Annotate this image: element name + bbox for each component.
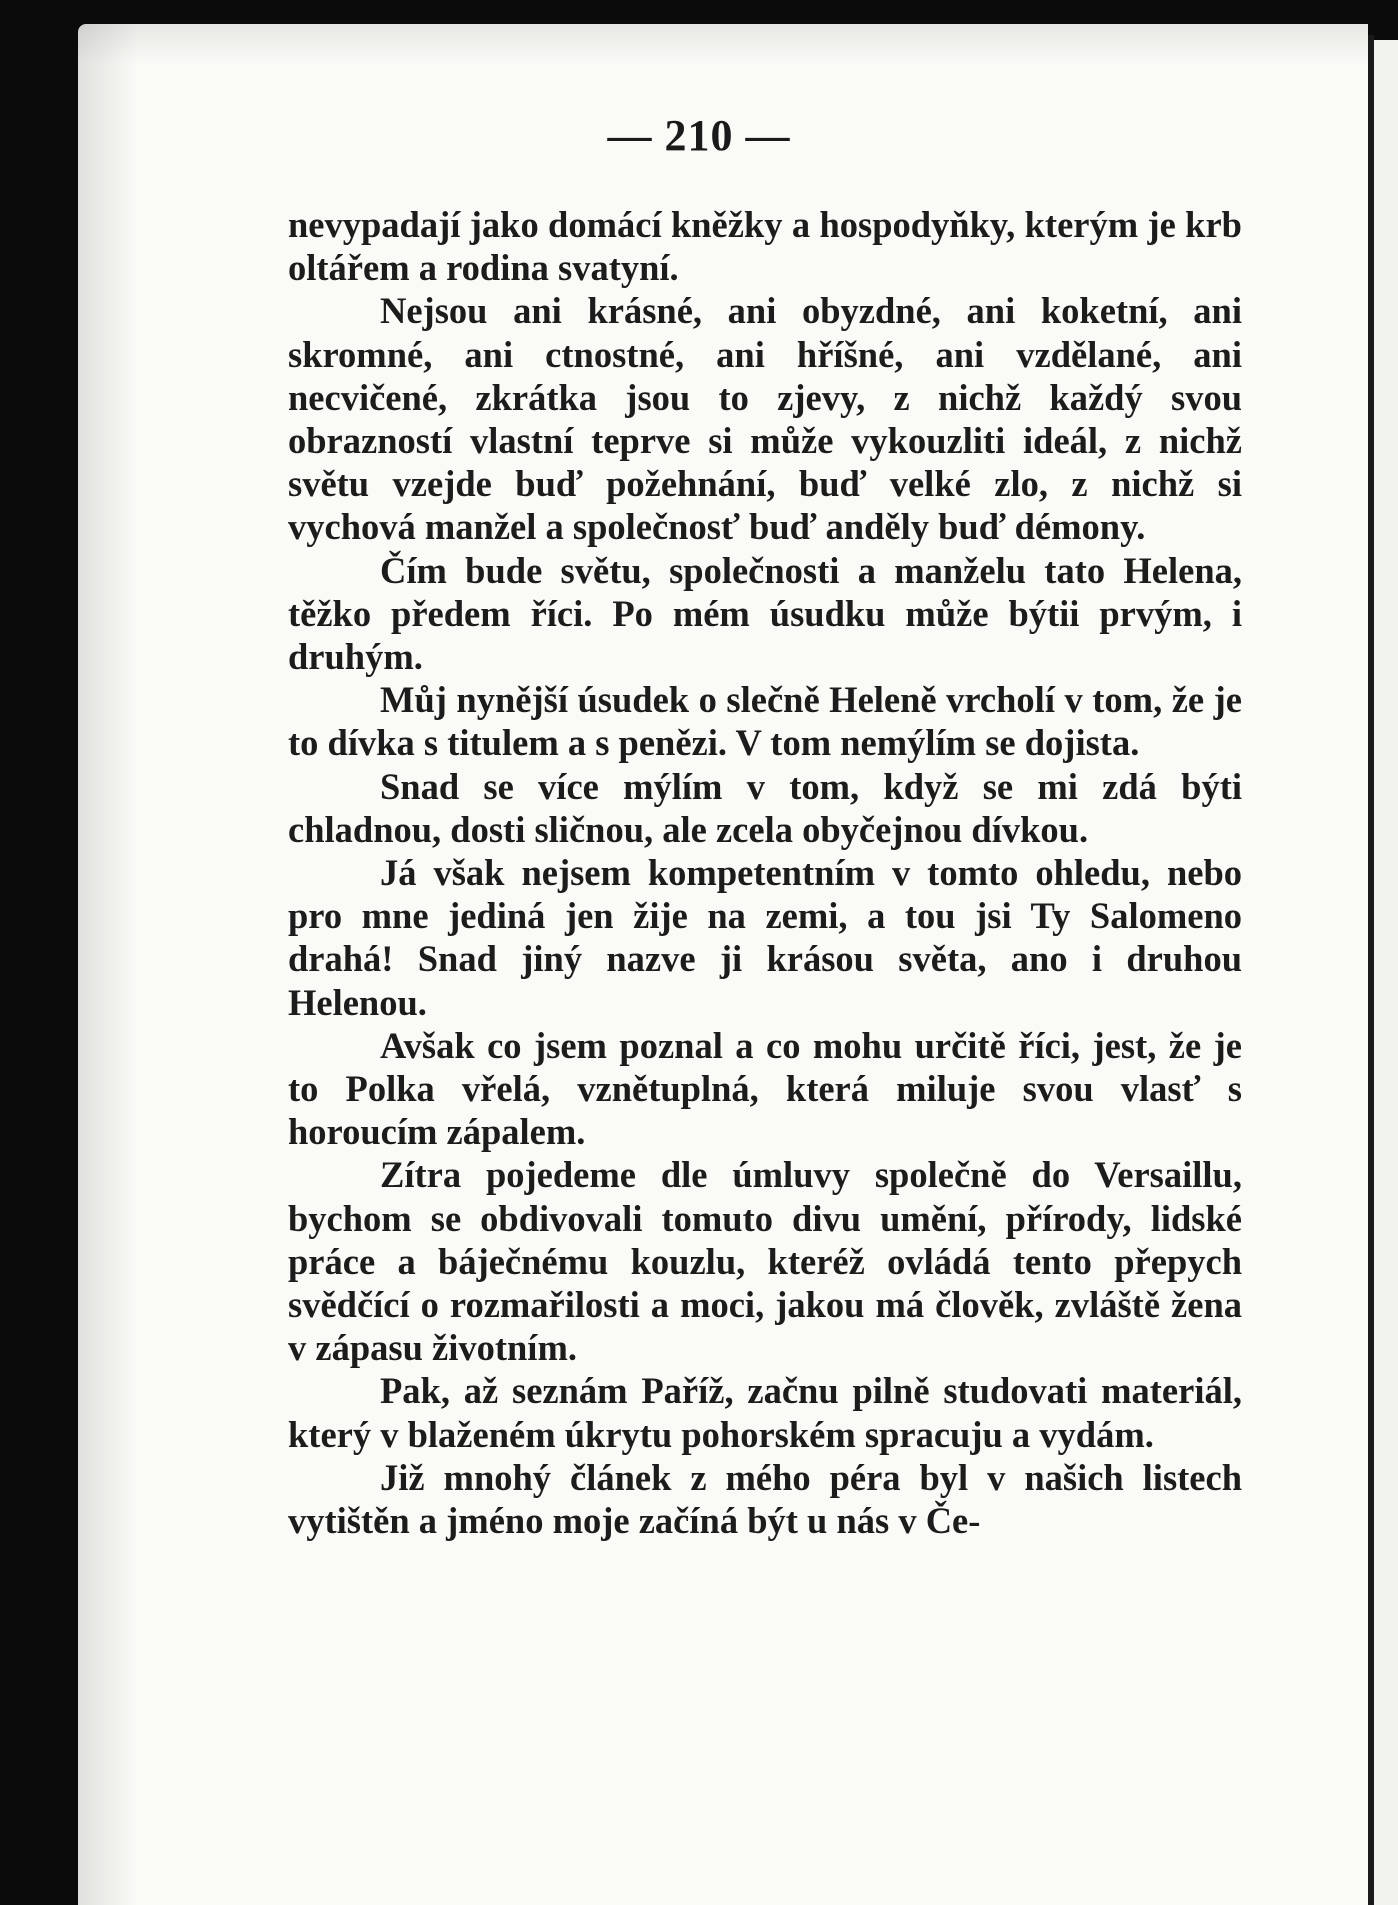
paragraph: Pak, až seznám Paříž, začnu pilně studovati materiál, který v blaženém úkrytu pohorském spracuju a vydám. xyxy=(288,1370,1242,1455)
page-number: — 210 — xyxy=(607,111,791,160)
paragraph: nevypadají jako domácí kněžky a hospodyňky, kterým je krb oltářem a rodina svatyní. xyxy=(288,204,1242,289)
body-text xyxy=(288,203,1242,1542)
paragraph: Můj nynější úsudek o slečně Heleně vrcholí v tom, že je to dívka s titulem a s penězi. V tom nemýlím se dojista. xyxy=(288,679,1242,764)
paragraph: Nejsou ani krásné, ani obyzdné, ani koketní, ani skromné, ani ctnostné, ani hříšné, ani vzdělané, ani necvičené, zkrátka jsou to zjevy, z nichž každý svou obrazností vlastní teprve si může vykouzliti ideál, z nichž světu vzejde buď požehnání, buď velké zlo, z nichž si vychová manžel a společnosť buď anděly buď démony. xyxy=(288,290,1242,548)
paragraph: Již mnohý článek z mého péra byl v našich listech vytištěn a jméno moje začíná být u nás v Če- xyxy=(288,1456,1242,1542)
paragraph: Zítra pojedeme dle úmluvy společně do Versaillu, bychom se obdivovali tomuto divu umění, přírody, lidské práce a báječnému kouzlu, kteréž ovládá tento přepych svědčící o rozmařilosti a moci, jakou má člověk, zvláště žena v zápasu životním. xyxy=(288,1154,1242,1369)
paragraph: Snad se více mýlím v tom, když se mi zdá býti chladnou, dosti sličnou, ale zcela obyčejnou dívkou. xyxy=(288,765,1242,850)
paragraph: Já však nejsem kompetentním v tomto ohledu, nebo pro mne jediná jen žije na zemi, a tou jsi Ty Salomeno drahá! Snad jiný nazve ji krásou světa, ano i druhou Helenou. xyxy=(288,852,1242,1023)
paragraph: Avšak co jsem poznal a co mohu určitě říci, jest, že je to Polka vřelá, vznětuplná, která miluje svou vlasť s horoucím zápalem. xyxy=(288,1024,1242,1153)
adjacent-page-strip xyxy=(1374,40,1398,1905)
paragraph: Čím bude světu, společnosti a manželu tato Helena, těžko předem říci. Po mém úsudku může býtii prvým, i druhým. xyxy=(288,549,1242,678)
